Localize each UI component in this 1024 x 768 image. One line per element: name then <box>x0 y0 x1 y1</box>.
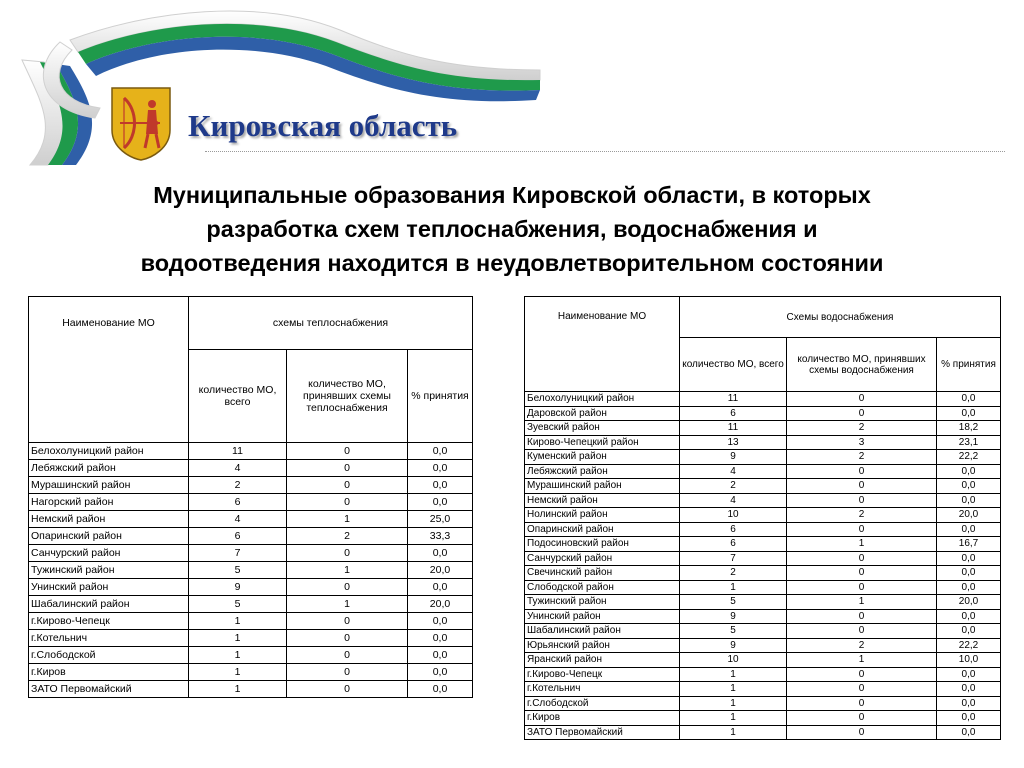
slide-title <box>60 178 964 280</box>
cell-percent: 0,0 <box>937 725 1001 740</box>
cell-adopted: 1 <box>287 596 408 613</box>
cell-percent: 0,0 <box>408 664 473 681</box>
cell-total: 1 <box>189 681 287 698</box>
table-row <box>525 392 1001 407</box>
cell-adopted: 0 <box>287 579 408 596</box>
table-row <box>525 580 1001 595</box>
cell-name: г.Слободской <box>29 647 189 664</box>
cell-name: Шабалинский район <box>29 596 189 613</box>
cell-adopted: 1 <box>287 511 408 528</box>
cell-adopted: 2 <box>787 421 937 436</box>
cell-adopted: 0 <box>787 493 937 508</box>
cell-name: г.Кирово-Чепецк <box>525 667 680 682</box>
table-row <box>525 566 1001 581</box>
table-row <box>525 537 1001 552</box>
table-row <box>29 460 473 477</box>
title-line: водоотведения находится в неудовлетворительном состоянии <box>140 250 884 276</box>
cell-percent: 20,0 <box>408 596 473 613</box>
cell-percent: 0,0 <box>937 493 1001 508</box>
cell-total: 2 <box>680 566 787 581</box>
cell-percent: 0,0 <box>408 630 473 647</box>
heat-supply-table <box>28 296 473 698</box>
cell-adopted: 0 <box>787 667 937 682</box>
cell-total: 1 <box>189 613 287 630</box>
cell-name: Опаринский район <box>525 522 680 537</box>
cell-total: 1 <box>680 711 787 726</box>
cell-adopted: 0 <box>287 477 408 494</box>
cell-name: Нолинский район <box>525 508 680 523</box>
cell-adopted: 0 <box>787 464 937 479</box>
cell-total: 6 <box>680 406 787 421</box>
column-header-name: Наименование МО <box>29 297 189 443</box>
cell-adopted: 0 <box>787 682 937 697</box>
cell-total: 7 <box>680 551 787 566</box>
cell-adopted: 0 <box>287 494 408 511</box>
cell-total: 1 <box>189 664 287 681</box>
cell-total: 1 <box>680 725 787 740</box>
cell-name: Лебяжский район <box>29 460 189 477</box>
cell-adopted: 2 <box>787 638 937 653</box>
cell-total: 9 <box>680 609 787 624</box>
cell-adopted: 1 <box>787 653 937 668</box>
region-name: Кировская область <box>188 108 458 143</box>
cell-percent: 0,0 <box>937 624 1001 639</box>
table-row <box>525 624 1001 639</box>
cell-adopted: 0 <box>787 609 937 624</box>
cell-total: 1 <box>680 682 787 697</box>
cell-total: 1 <box>189 647 287 664</box>
cell-name: Яранский район <box>525 653 680 668</box>
cell-total: 1 <box>189 630 287 647</box>
cell-total: 11 <box>189 443 287 460</box>
table-row <box>29 681 473 698</box>
table-row <box>29 664 473 681</box>
table-row <box>29 613 473 630</box>
table-row <box>525 464 1001 479</box>
cell-name: Тужинский район <box>29 562 189 579</box>
cell-name: Немский район <box>29 511 189 528</box>
cell-percent: 16,7 <box>937 537 1001 552</box>
cell-name: Нагорский район <box>29 494 189 511</box>
cell-adopted: 0 <box>787 580 937 595</box>
cell-percent: 22,2 <box>937 638 1001 653</box>
cell-total: 6 <box>189 528 287 545</box>
cell-percent: 33,3 <box>408 528 473 545</box>
cell-name: Санчурский район <box>525 551 680 566</box>
cell-total: 4 <box>189 511 287 528</box>
cell-adopted: 0 <box>787 725 937 740</box>
cell-total: 11 <box>680 421 787 436</box>
table-row <box>525 493 1001 508</box>
cell-name: Унинский район <box>525 609 680 624</box>
cell-name: г.Киров <box>525 711 680 726</box>
cell-total: 13 <box>680 435 787 450</box>
cell-adopted: 1 <box>287 562 408 579</box>
cell-total: 5 <box>189 596 287 613</box>
cell-total: 6 <box>680 537 787 552</box>
cell-percent: 0,0 <box>937 392 1001 407</box>
cell-name: Зуевский район <box>525 421 680 436</box>
cell-percent: 0,0 <box>937 406 1001 421</box>
table-row <box>29 443 473 460</box>
cell-name: г.Кирово-Чепецк <box>29 613 189 630</box>
column-group-water-supply: Схемы водоснабжения <box>680 297 1001 338</box>
cell-name: г.Котельнич <box>525 682 680 697</box>
cell-percent: 0,0 <box>937 696 1001 711</box>
table-row <box>525 609 1001 624</box>
cell-total: 6 <box>680 522 787 537</box>
cell-name: Унинский район <box>29 579 189 596</box>
table-row <box>525 406 1001 421</box>
table-row <box>29 579 473 596</box>
column-header-total: количество МО, всего <box>680 338 787 392</box>
table-row <box>525 653 1001 668</box>
table-row <box>525 435 1001 450</box>
cell-total: 9 <box>680 450 787 465</box>
cell-name: ЗАТО Первомайский <box>525 725 680 740</box>
cell-total: 4 <box>680 493 787 508</box>
cell-name: Мурашинский район <box>525 479 680 494</box>
cell-adopted: 0 <box>787 479 937 494</box>
table-row <box>29 596 473 613</box>
cell-total: 7 <box>189 545 287 562</box>
cell-name: ЗАТО Первомайский <box>29 681 189 698</box>
cell-name: Белохолуницкий район <box>29 443 189 460</box>
table-row <box>29 647 473 664</box>
cell-name: Куменский район <box>525 450 680 465</box>
cell-percent: 0,0 <box>408 494 473 511</box>
column-header-percent: % принятия <box>937 338 1001 392</box>
cell-name: Шабалинский район <box>525 624 680 639</box>
header-divider <box>205 151 1005 152</box>
cell-name: Лебяжский район <box>525 464 680 479</box>
cell-adopted: 0 <box>787 711 937 726</box>
title-line: разработка схем теплоснабжения, водоснабжения и <box>206 216 818 242</box>
cell-adopted: 0 <box>287 545 408 562</box>
cell-percent: 0,0 <box>937 667 1001 682</box>
column-header-percent: % принятия <box>408 350 473 443</box>
cell-percent: 0,0 <box>408 460 473 477</box>
cell-adopted: 0 <box>787 624 937 639</box>
cell-name: Свечинский район <box>525 566 680 581</box>
cell-percent: 22,2 <box>937 450 1001 465</box>
cell-percent: 20,0 <box>408 562 473 579</box>
cell-percent: 20,0 <box>937 508 1001 523</box>
table-row <box>525 450 1001 465</box>
cell-total: 5 <box>680 624 787 639</box>
column-header-adopted: количество МО, принявших схемы теплоснабжения <box>287 350 408 443</box>
cell-percent: 0,0 <box>408 681 473 698</box>
table-row <box>29 494 473 511</box>
cell-name: Немский район <box>525 493 680 508</box>
table-row <box>29 477 473 494</box>
cell-percent: 0,0 <box>937 566 1001 581</box>
cell-name: Тужинский район <box>525 595 680 610</box>
cell-name: Даровской район <box>525 406 680 421</box>
table-row <box>525 421 1001 436</box>
cell-adopted: 1 <box>787 537 937 552</box>
cell-percent: 0,0 <box>408 579 473 596</box>
cell-percent: 10,0 <box>937 653 1001 668</box>
cell-adopted: 0 <box>287 630 408 647</box>
table-row <box>29 562 473 579</box>
column-header-adopted: количество МО, принявших схемы водоснабжения <box>787 338 937 392</box>
cell-name: Мурашинский район <box>29 477 189 494</box>
cell-adopted: 0 <box>787 566 937 581</box>
cell-adopted: 0 <box>787 522 937 537</box>
cell-adopted: 2 <box>787 508 937 523</box>
cell-name: г.Слободской <box>525 696 680 711</box>
cell-percent: 0,0 <box>408 545 473 562</box>
cell-total: 5 <box>680 595 787 610</box>
cell-total: 4 <box>189 460 287 477</box>
cell-adopted: 0 <box>287 681 408 698</box>
cell-total: 1 <box>680 696 787 711</box>
table-row <box>29 528 473 545</box>
cell-percent: 0,0 <box>408 647 473 664</box>
cell-percent: 0,0 <box>408 443 473 460</box>
table-row <box>525 725 1001 740</box>
cell-adopted: 0 <box>787 696 937 711</box>
cell-name: Слободской район <box>525 580 680 595</box>
cell-name: Белохолуницкий район <box>525 392 680 407</box>
column-header-total: количество МО, всего <box>189 350 287 443</box>
title-line: Муниципальные образования Кировской области, в которых <box>153 182 871 208</box>
cell-name: г.Котельнич <box>29 630 189 647</box>
cell-name: Юрьянский район <box>525 638 680 653</box>
table-row <box>525 667 1001 682</box>
cell-adopted: 0 <box>287 664 408 681</box>
cell-percent: 0,0 <box>937 522 1001 537</box>
column-group-heat-supply: схемы теплоснабжения <box>189 297 473 350</box>
table-row <box>525 638 1001 653</box>
cell-adopted: 0 <box>287 460 408 477</box>
cell-name: Кирово-Чепецкий район <box>525 435 680 450</box>
table-row <box>525 682 1001 697</box>
cell-adopted: 0 <box>787 392 937 407</box>
table-row <box>525 551 1001 566</box>
table-row <box>525 696 1001 711</box>
cell-total: 1 <box>680 667 787 682</box>
cell-name: Подосиновский район <box>525 537 680 552</box>
table-row <box>29 545 473 562</box>
cell-total: 5 <box>189 562 287 579</box>
cell-name: Опаринский район <box>29 528 189 545</box>
cell-percent: 0,0 <box>937 464 1001 479</box>
table-row <box>525 711 1001 726</box>
cell-adopted: 3 <box>787 435 937 450</box>
cell-percent: 0,0 <box>408 477 473 494</box>
table-row <box>525 479 1001 494</box>
water-supply-table <box>524 296 1001 740</box>
column-header-name: Наименование МО <box>525 297 680 392</box>
cell-adopted: 0 <box>287 647 408 664</box>
cell-adopted: 0 <box>287 443 408 460</box>
table-row <box>29 630 473 647</box>
cell-total: 2 <box>189 477 287 494</box>
cell-percent: 25,0 <box>408 511 473 528</box>
cell-total: 1 <box>680 580 787 595</box>
cell-name: Санчурский район <box>29 545 189 562</box>
cell-percent: 0,0 <box>937 479 1001 494</box>
cell-percent: 0,0 <box>937 580 1001 595</box>
cell-adopted: 2 <box>287 528 408 545</box>
cell-total: 2 <box>680 479 787 494</box>
coat-of-arms-icon <box>108 84 174 162</box>
cell-percent: 0,0 <box>408 613 473 630</box>
cell-adopted: 2 <box>787 450 937 465</box>
cell-total: 11 <box>680 392 787 407</box>
cell-total: 6 <box>189 494 287 511</box>
table-row <box>525 595 1001 610</box>
flag-ribbon <box>0 0 560 170</box>
cell-adopted: 1 <box>787 595 937 610</box>
cell-percent: 18,2 <box>937 421 1001 436</box>
cell-total: 4 <box>680 464 787 479</box>
table-row <box>525 508 1001 523</box>
cell-percent: 20,0 <box>937 595 1001 610</box>
cell-percent: 23,1 <box>937 435 1001 450</box>
table-row <box>29 511 473 528</box>
cell-total: 9 <box>680 638 787 653</box>
cell-percent: 0,0 <box>937 551 1001 566</box>
cell-total: 10 <box>680 653 787 668</box>
cell-percent: 0,0 <box>937 609 1001 624</box>
cell-adopted: 0 <box>787 406 937 421</box>
cell-adopted: 0 <box>287 613 408 630</box>
cell-adopted: 0 <box>787 551 937 566</box>
table-row <box>525 522 1001 537</box>
cell-total: 10 <box>680 508 787 523</box>
cell-percent: 0,0 <box>937 682 1001 697</box>
cell-name: г.Киров <box>29 664 189 681</box>
cell-total: 9 <box>189 579 287 596</box>
cell-percent: 0,0 <box>937 711 1001 726</box>
